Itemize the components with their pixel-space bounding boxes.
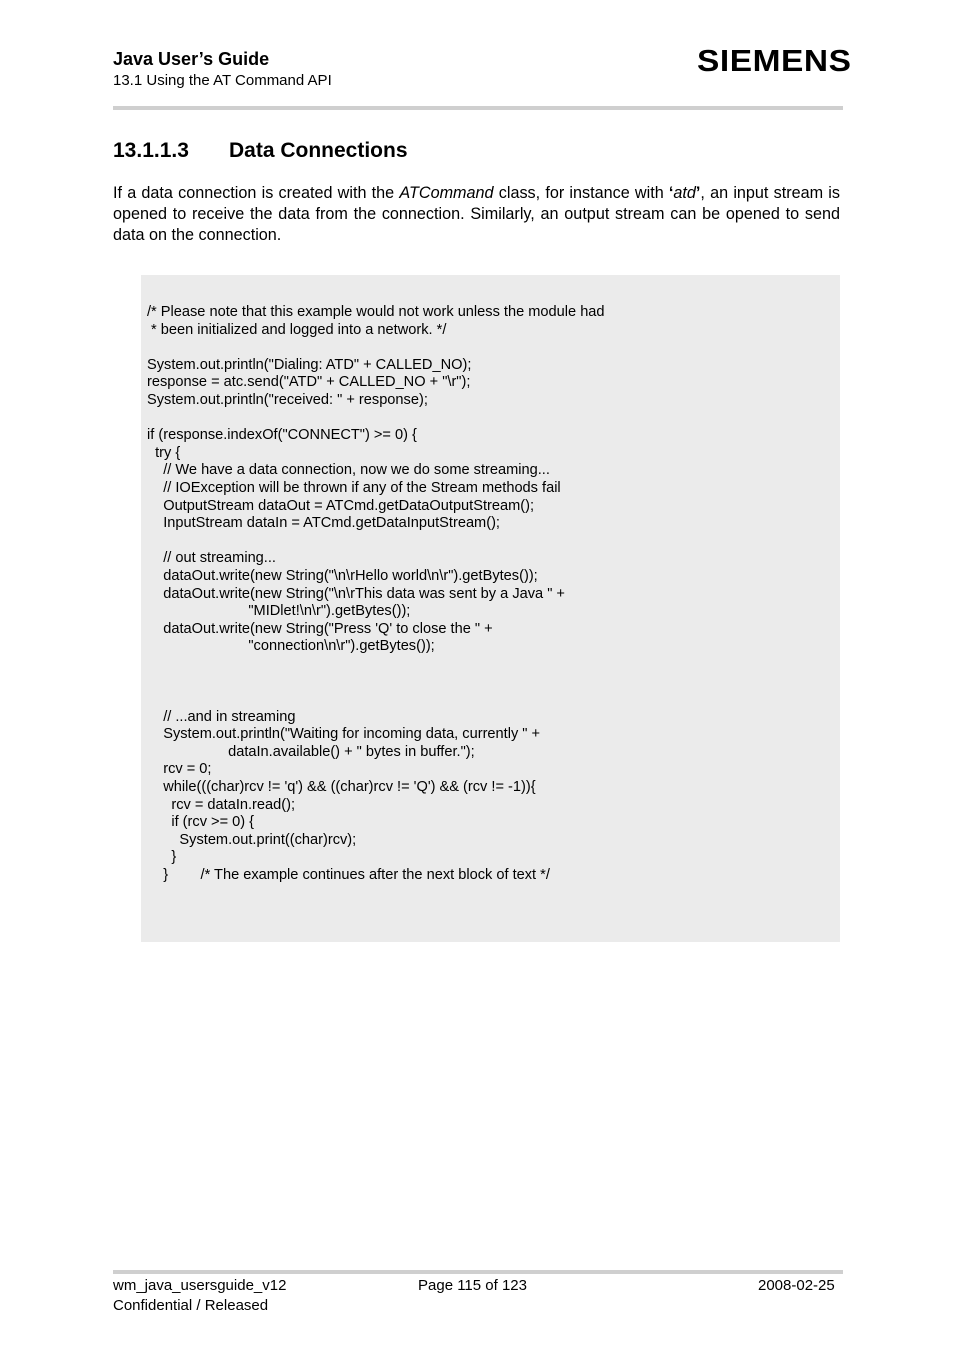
quote-mark: ‘: [668, 184, 674, 202]
code-line: dataOut.write(new String("Press 'Q' to close the " +: [147, 620, 493, 637]
document-title: Java User’s Guide: [113, 49, 270, 69]
footer-page-number: Page 115 of 123: [418, 1277, 527, 1294]
code-line: dataOut.write(new String("\n\rThis data was sent by a Java " +: [147, 585, 565, 602]
code-line: /* Please note that this example would not work unless the module had: [147, 304, 605, 320]
footer-rule: [113, 1270, 843, 1274]
code-line: response = atc.send("ATD" + CALLED_NO + "\r");: [147, 374, 471, 391]
code-line: System.out.println("Dialing: ATD" + CALLED_NO);: [147, 356, 472, 373]
siemens-logo: SIEMENS: [697, 43, 852, 78]
code-line: System.out.println("received: " + response);: [147, 391, 428, 408]
command-name: atd: [673, 184, 696, 202]
code-line: try {: [147, 444, 181, 461]
footer-status: Confidential / Released: [113, 1297, 269, 1314]
code-line: rcv = 0;: [147, 761, 212, 778]
code-line: }: [147, 849, 177, 866]
code-line: // ...and in streaming: [147, 708, 296, 725]
code-line: dataOut.write(new String("\n\rHello world\n\r").getBytes());: [147, 567, 538, 584]
class-name: ATCommand: [399, 184, 494, 202]
code-line: "MIDlet!\n\r").getBytes());: [147, 603, 411, 620]
code-line: System.out.print((char)rcv);: [147, 831, 357, 848]
code-line: if (response.indexOf("CONNECT") >= 0) {: [147, 427, 417, 444]
footer-date: 2008-02-25: [758, 1277, 835, 1294]
code-line: while(((char)rcv != 'q') && ((char)rcv != 'Q') && (rcv != -1)){: [147, 779, 536, 796]
code-line: // We have a data connection, now we do some streaming...: [147, 462, 550, 479]
code-line: } /* The example continues after the next block of text */: [147, 867, 550, 883]
section-title: Data Connections: [229, 139, 408, 162]
intro-paragraph: [113, 183, 840, 246]
section-heading: [113, 139, 408, 163]
code-example: [147, 304, 605, 885]
code-line: rcv = dataIn.read();: [147, 796, 296, 813]
paragraph-text: , an input stream is opened to receive the data from the connection. Similarly, an output stream can be opened to send data on the connection.: [113, 184, 840, 244]
section-number: 13.1.1.3: [113, 139, 189, 162]
code-line: // IOException will be thrown if any of the Stream methods fail: [147, 479, 561, 496]
quote-mark: ’: [695, 184, 701, 202]
header-rule: [113, 106, 843, 110]
code-line: * been initialized and logged into a network. */: [147, 321, 447, 338]
code-line: System.out.println("Waiting for incoming data, currently " +: [147, 726, 541, 743]
code-line: dataIn.available() + " bytes in buffer.");: [147, 743, 475, 760]
code-line: if (rcv >= 0) {: [147, 814, 255, 831]
paragraph-text: If a data connection is created with the: [113, 184, 400, 202]
code-line: InputStream dataIn = ATCmd.getDataInputStream();: [147, 515, 500, 532]
code-line: "connection\n\r").getBytes());: [147, 638, 435, 655]
paragraph-text: class, for instance with: [493, 184, 669, 202]
code-line: OutputStream dataOut = ATCmd.getDataOutputStream();: [147, 497, 535, 514]
document-subtitle: 13.1 Using the AT Command API: [113, 72, 332, 89]
code-line: // out streaming...: [147, 550, 276, 567]
footer-doc-id: wm_java_usersguide_v12: [113, 1277, 287, 1294]
